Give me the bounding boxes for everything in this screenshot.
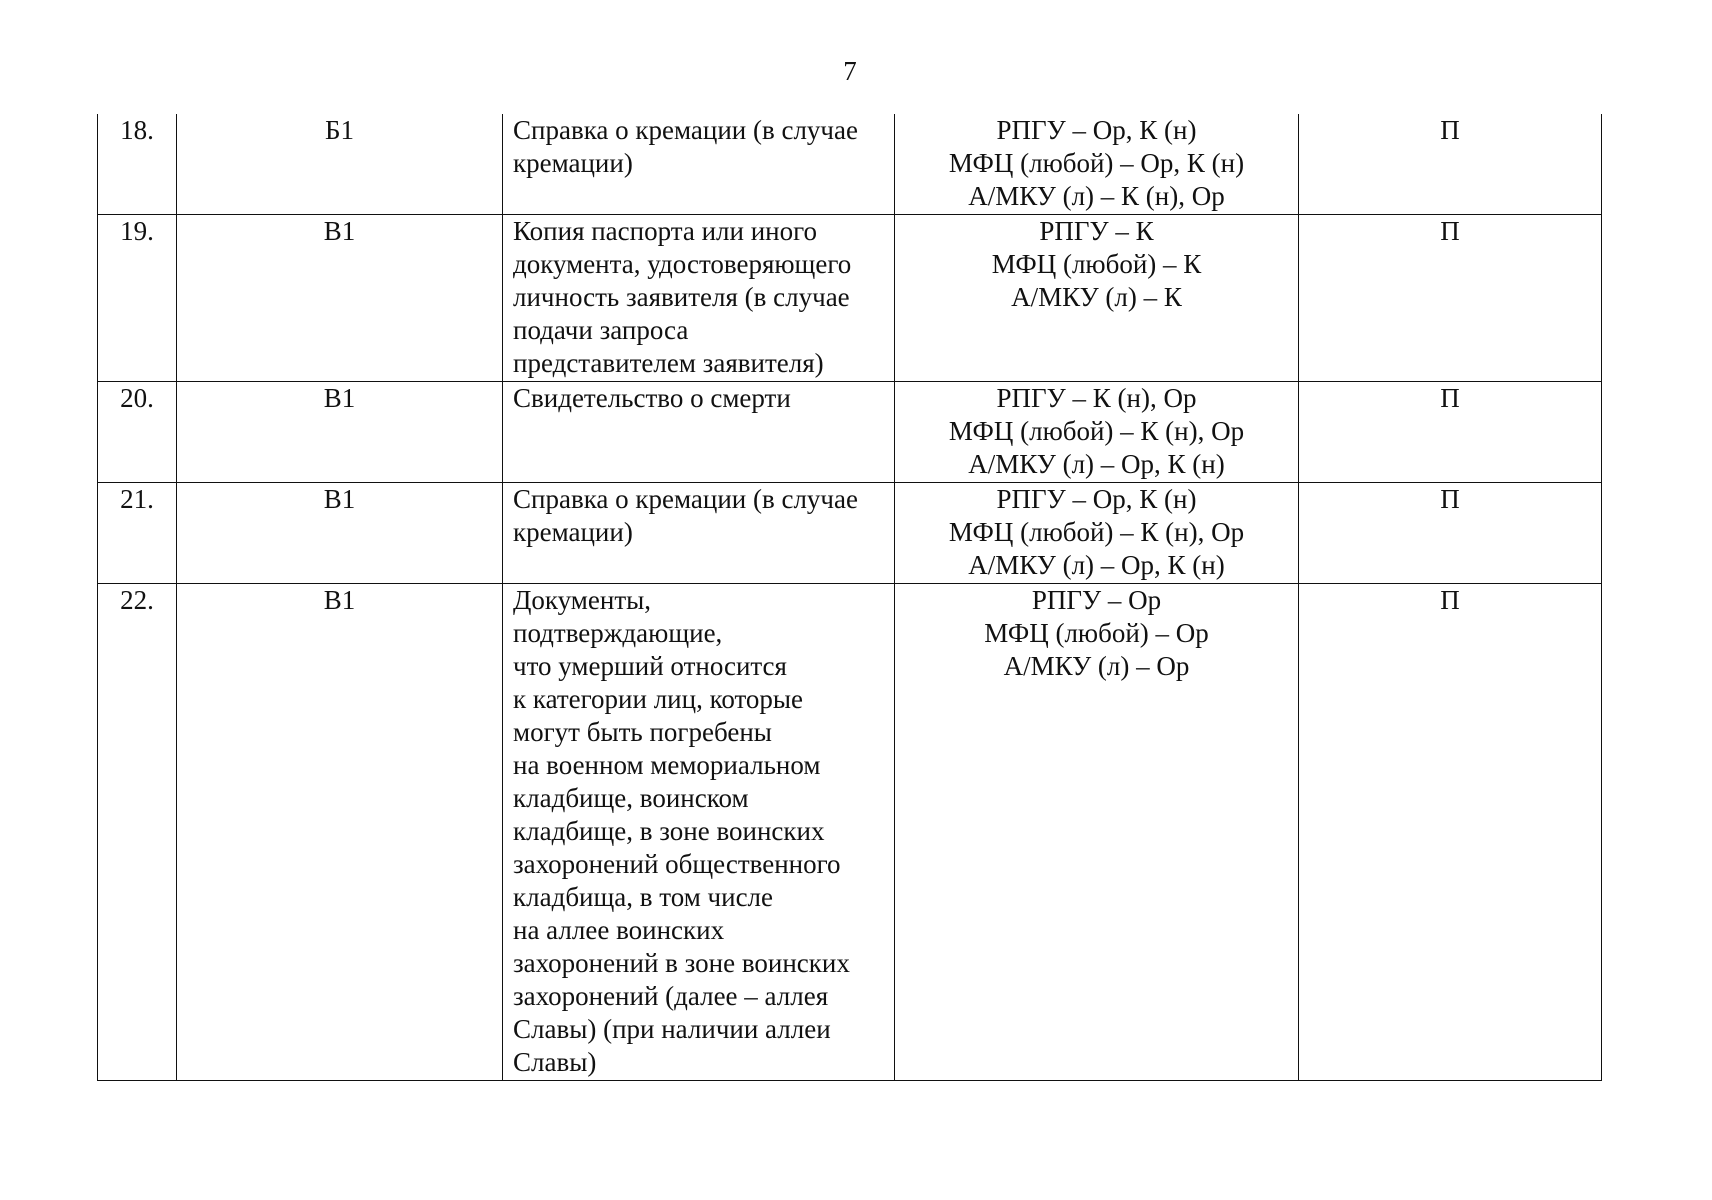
document-type-cell: П: [1299, 382, 1602, 483]
submission-channels-cell: РПГУ – Ор, К (н) МФЦ (любой) – Ор, К (н) А/МКУ (л) – К (н), Ор: [895, 114, 1299, 215]
category-code-cell: В1: [177, 215, 503, 382]
submission-channels-cell: РПГУ – Ор, К (н) МФЦ (любой) – К (н), Ор А/МКУ (л) – Ор, К (н): [895, 483, 1299, 584]
row-number-cell: 22.: [98, 584, 177, 1081]
document-name-cell: Документы, подтверждающие, что умерший относится к категории лиц, которые могут быть погребены на военном мемориальном кладбище, воинском кладбище, в зоне воинских захоронений общественного кладбища, в том числе на аллее воинских захоронений в зоне воинских захоронений (далее – аллея Славы) (при наличии аллеи Славы): [503, 584, 895, 1081]
page-number: 7: [843, 56, 857, 86]
document-type-cell: П: [1299, 483, 1602, 584]
row-number-cell: 20.: [98, 382, 177, 483]
document-type-cell: П: [1299, 215, 1602, 382]
document-name-cell: Справка о кремации (в случае кремации): [503, 114, 895, 215]
document-name-cell: Копия паспорта или иного документа, удостоверяющего личность заявителя (в случае подачи запроса представителем заявителя): [503, 215, 895, 382]
documents-table: [97, 114, 1602, 1081]
table-row: [98, 382, 1602, 483]
document-name-cell: Свидетельство о смерти: [503, 382, 895, 483]
submission-channels-cell: РПГУ – Ор МФЦ (любой) – Ор А/МКУ (л) – Ор: [895, 584, 1299, 1081]
table-row: [98, 483, 1602, 584]
category-code-cell: В1: [177, 584, 503, 1081]
category-code-cell: В1: [177, 483, 503, 584]
document-type-cell: П: [1299, 114, 1602, 215]
table-row: [98, 215, 1602, 382]
table-row: [98, 584, 1602, 1081]
document-name-cell: Справка о кремации (в случае кремации): [503, 483, 895, 584]
row-number-cell: 19.: [98, 215, 177, 382]
category-code-cell: В1: [177, 382, 503, 483]
submission-channels-cell: РПГУ – К МФЦ (любой) – К А/МКУ (л) – К: [895, 215, 1299, 382]
row-number-cell: 18.: [98, 114, 177, 215]
submission-channels-cell: РПГУ – К (н), Ор МФЦ (любой) – К (н), Ор А/МКУ (л) – Ор, К (н): [895, 382, 1299, 483]
category-code-cell: Б1: [177, 114, 503, 215]
row-number-cell: 21.: [98, 483, 177, 584]
document-type-cell: П: [1299, 584, 1602, 1081]
table-row: [98, 114, 1602, 215]
